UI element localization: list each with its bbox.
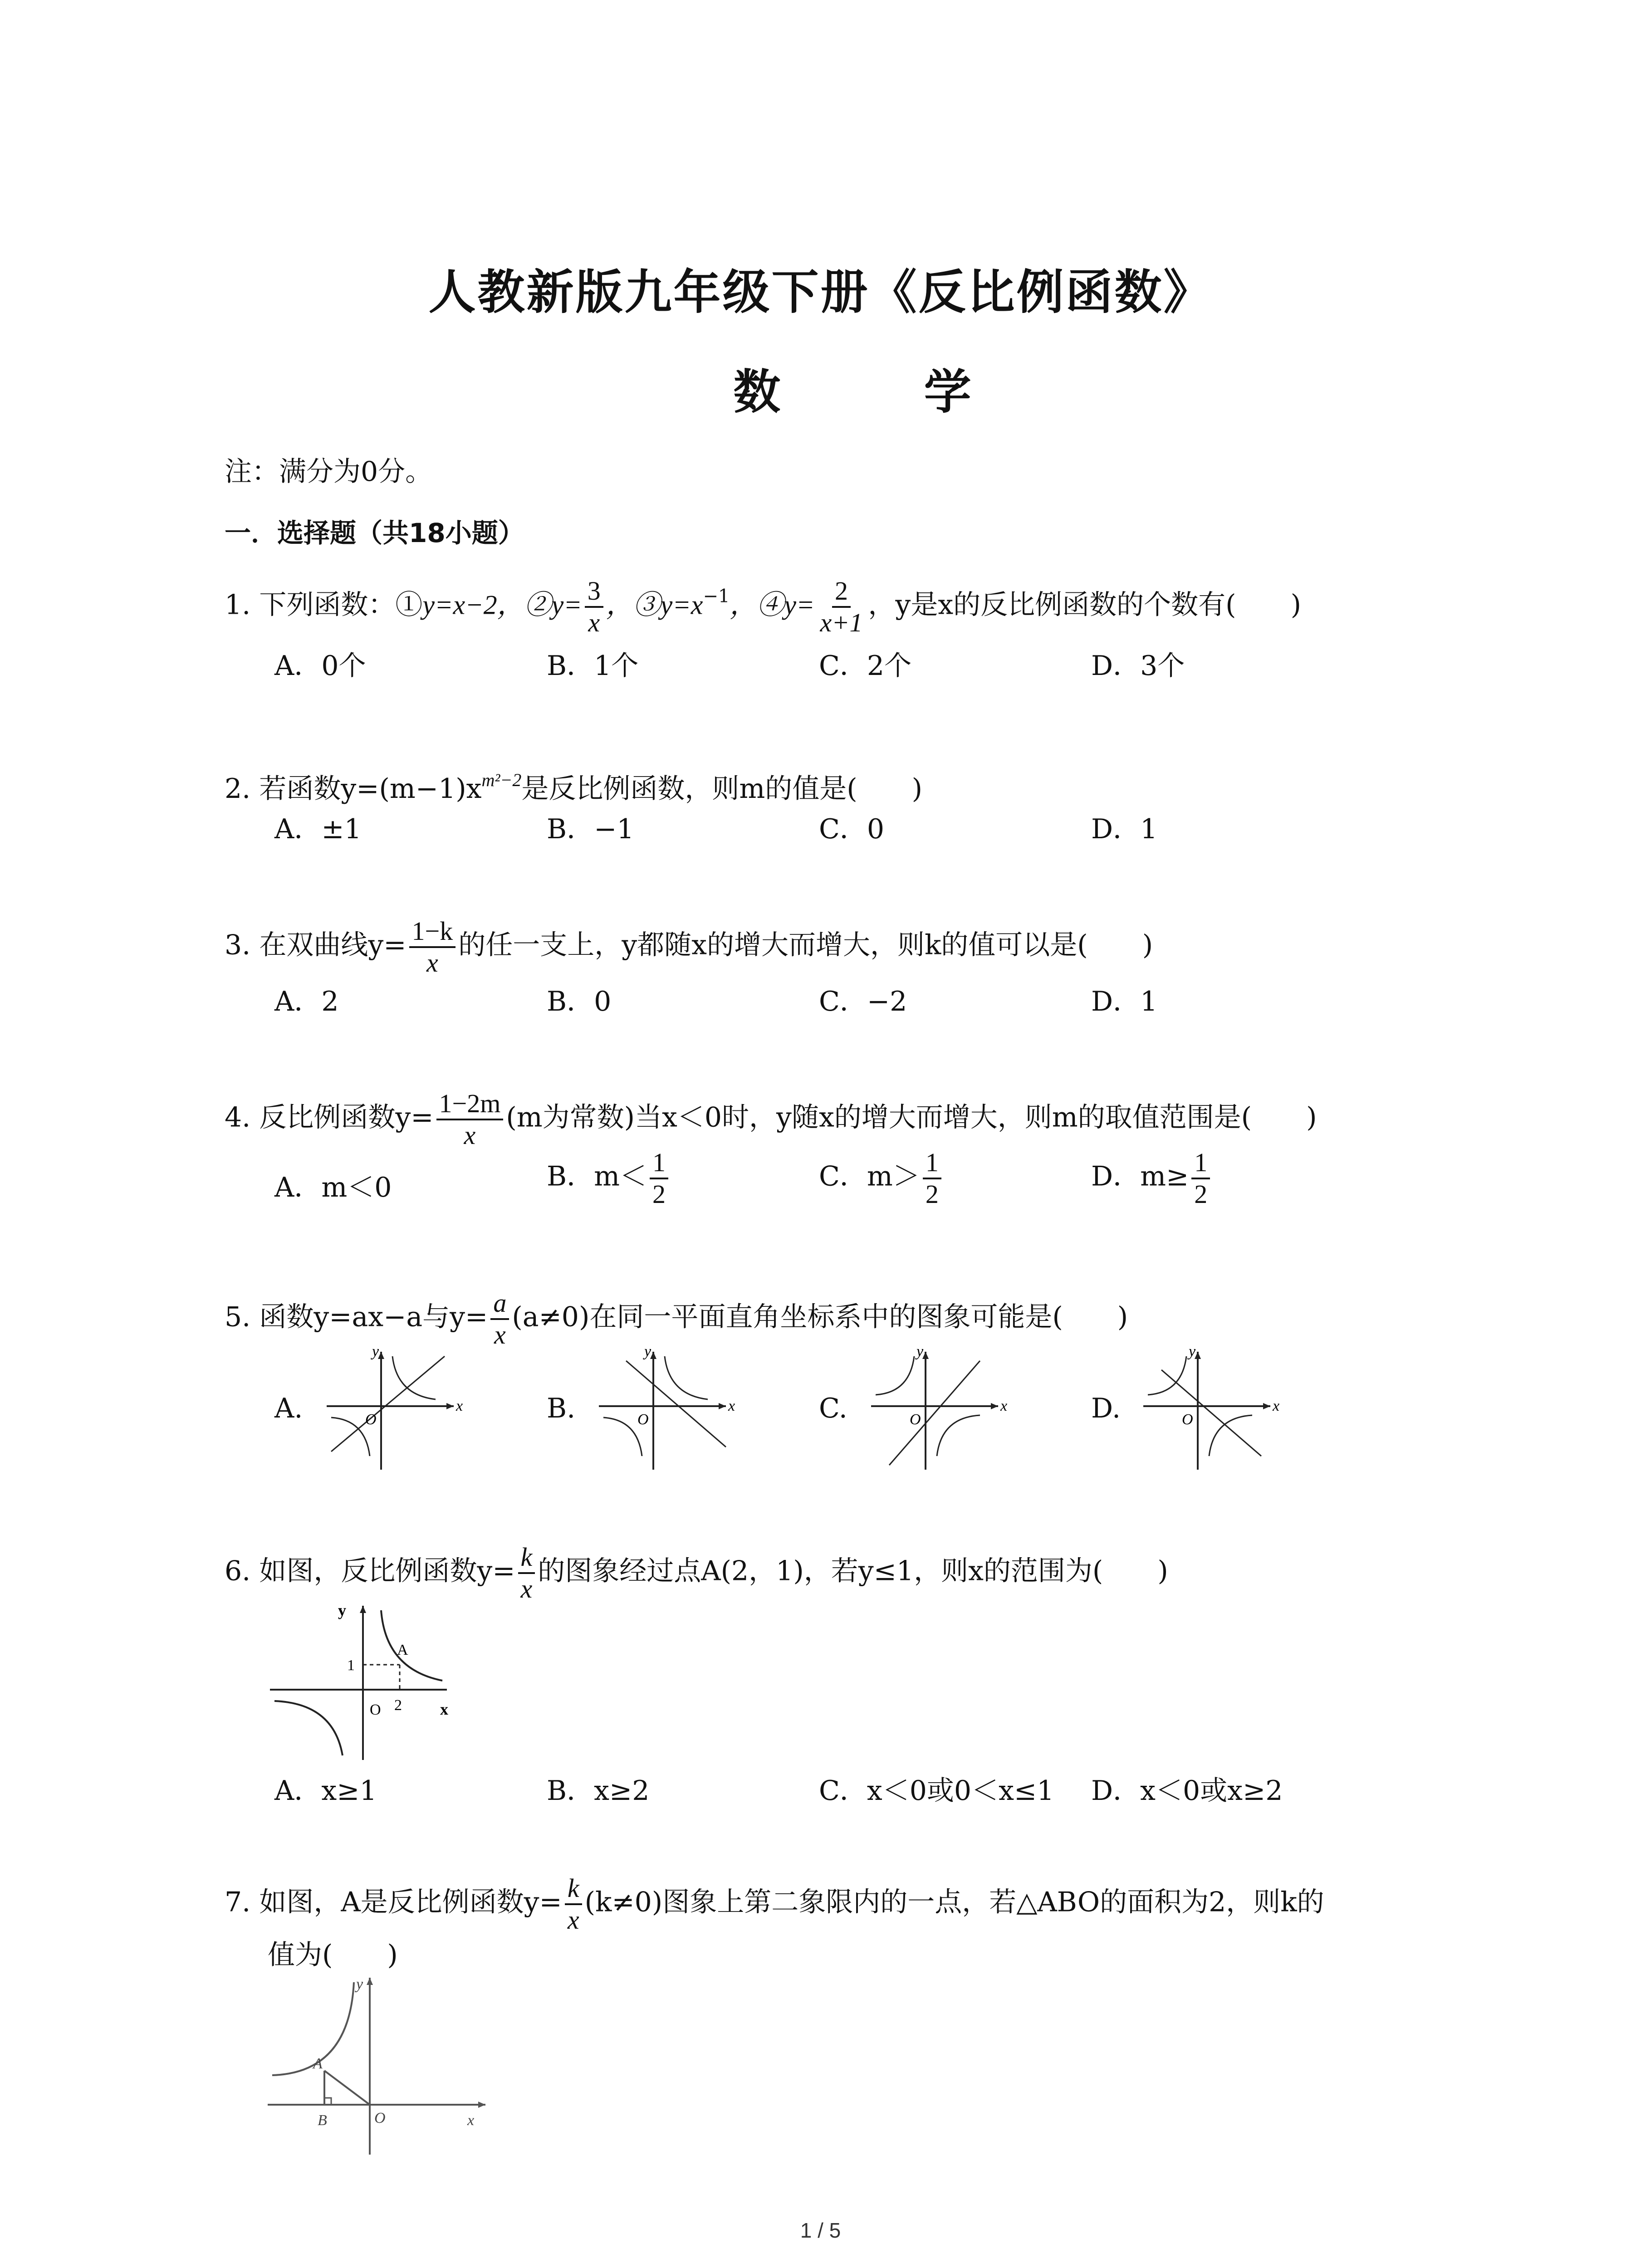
fraction: $\frac{1-2m}{x}$ — [436, 1089, 504, 1150]
svg-text:B: B — [318, 2112, 327, 2129]
question-text: 函数y=ax−a与y= — [259, 1301, 488, 1333]
option-a: A．m＜0 — [274, 1172, 392, 1203]
question-text: 反比例函数y= — [259, 1101, 434, 1134]
question-number: 7. — [225, 1886, 251, 1918]
section-heading: 一．选择题（共18小题） — [225, 518, 524, 548]
option-b: B．m＜ $\frac{1}{2}$ — [547, 1148, 671, 1209]
option-d: D. — [1091, 1393, 1121, 1424]
question-text: 的图象经过点A(2，1)，若y≤1，则x的范围为( ) — [538, 1555, 1168, 1587]
svg-text:x: x — [1273, 1398, 1279, 1414]
question-text: (k≠0)图象上第二象限内的一点，若△ABO的面积为2，则k的 — [584, 1886, 1324, 1918]
svg-text:x: x — [456, 1398, 463, 1414]
question-7-continued: 值为( ) — [268, 1939, 398, 1971]
question-text: 若函数y=(m−1)x — [259, 773, 482, 805]
svg-text:x: x — [1000, 1398, 1007, 1414]
question-1 — [225, 576, 1301, 638]
graph-option-d — [1134, 1343, 1279, 1479]
svg-text:2: 2 — [394, 1697, 402, 1714]
option-c: C．m＞ $\frac{1}{2}$ — [819, 1148, 944, 1209]
option-d: D．1 — [1091, 813, 1158, 845]
option-a: A. — [274, 1393, 303, 1424]
fraction: $\frac{k}{x}$ — [565, 1873, 582, 1935]
fraction: $\frac{1-k}{x}$ — [409, 916, 456, 978]
question-2 — [225, 762, 922, 807]
exponent: m²−2 — [481, 770, 522, 790]
question-number: 5. — [225, 1301, 251, 1333]
formula: ，③y=x — [606, 590, 703, 620]
option-d: D．3个 — [1091, 650, 1185, 682]
question-3 — [225, 916, 1153, 978]
svg-text:1: 1 — [347, 1657, 355, 1674]
option-c: C．−2 — [819, 986, 907, 1017]
question-text: (m为常数)当x＜0时，y随x的增大而增大，则m的取值范围是( ) — [506, 1101, 1317, 1134]
option-c: C．x＜0或0＜x≤1 — [819, 1775, 1054, 1807]
fraction: $\frac{3}{x}$ — [585, 576, 603, 638]
svg-text:y: y — [338, 1601, 346, 1619]
option-b: B．x≥2 — [547, 1775, 650, 1807]
svg-text:A: A — [313, 2055, 323, 2072]
question-number: 6. — [225, 1555, 251, 1587]
question-text: 如图，A是反比例函数y= — [259, 1886, 562, 1918]
svg-text:O: O — [910, 1411, 921, 1428]
svg-text:O: O — [370, 1701, 381, 1718]
question-number: 2. — [225, 773, 251, 805]
svg-text:A: A — [397, 1642, 408, 1658]
option-c: C. — [819, 1393, 847, 1424]
figure-q6-graph — [265, 1597, 465, 1765]
option-d: D．m≥ $\frac{1}{2}$ — [1091, 1148, 1213, 1209]
page-number: 1 / 5 — [800, 2219, 841, 2242]
svg-text:x: x — [467, 2112, 475, 2129]
svg-text:x: x — [440, 1700, 448, 1718]
question-text: 如图，反比例函数y= — [259, 1555, 515, 1587]
question-text: ，y是x的反比例函数的个数有( ) — [868, 589, 1301, 621]
svg-text:x: x — [728, 1398, 735, 1414]
option-b: B．−1 — [547, 813, 634, 845]
option-a: A．±1 — [274, 813, 362, 845]
option-c: C．2个 — [819, 650, 912, 682]
option-d: D．1 — [1091, 986, 1158, 1017]
svg-text:O: O — [374, 2110, 386, 2126]
option-a: A．2 — [274, 986, 339, 1017]
svg-text:y: y — [644, 1343, 652, 1360]
question-text: 是反比例函数，则m的值是( ) — [521, 773, 923, 805]
question-text: (a≠0)在同一平面直角坐标系中的图象可能是( ) — [512, 1301, 1128, 1333]
option-c: C．0 — [819, 813, 885, 845]
option-b: B．0 — [547, 986, 612, 1017]
svg-text:O: O — [637, 1411, 649, 1428]
graph-option-c — [862, 1343, 1007, 1479]
question-number: 4. — [225, 1101, 251, 1134]
option-d: D．x＜0或x≥2 — [1091, 1775, 1283, 1807]
graph-option-b — [590, 1343, 735, 1479]
document-title: 人教新版九年级下册《反比例函数》 — [428, 264, 1213, 320]
svg-text:y: y — [356, 1976, 363, 1993]
question-5 — [225, 1288, 1128, 1350]
document-subject: 数 学 — [733, 364, 1035, 420]
option-b: B. — [547, 1393, 576, 1424]
formula: ，④y= — [730, 590, 815, 620]
svg-text:y: y — [916, 1343, 924, 1360]
score-note: 注：满分为0分。 — [225, 456, 433, 488]
formula: y=x−2，②y= — [422, 590, 582, 620]
figure-q7-graph — [263, 1969, 499, 2159]
question-7 — [225, 1873, 1324, 1935]
question-text: 在双曲线y= — [259, 929, 407, 961]
svg-text:O: O — [365, 1411, 377, 1428]
svg-text:O: O — [1182, 1411, 1193, 1428]
option-a: A．x≥1 — [274, 1775, 377, 1807]
exponent: −1 — [703, 586, 730, 607]
question-number: 1. — [225, 589, 251, 621]
fraction: $\frac{2}{x+1}$ — [820, 576, 863, 637]
svg-text:y: y — [1189, 1343, 1196, 1360]
fraction: $\frac{k}{x}$ — [518, 1542, 535, 1604]
option-b: B．1个 — [547, 650, 639, 682]
question-text: 下列函数：① — [259, 589, 423, 621]
question-text: 的任一支上，y都随x的增大而增大，则k的值可以是( ) — [458, 929, 1153, 961]
fraction: $\frac{a}{x}$ — [490, 1288, 509, 1350]
graph-option-a — [318, 1343, 463, 1479]
question-6 — [225, 1542, 1168, 1604]
option-a: A．0个 — [274, 650, 366, 682]
question-number: 3. — [225, 929, 251, 961]
question-4 — [225, 1089, 1317, 1150]
svg-text:y: y — [372, 1343, 379, 1360]
